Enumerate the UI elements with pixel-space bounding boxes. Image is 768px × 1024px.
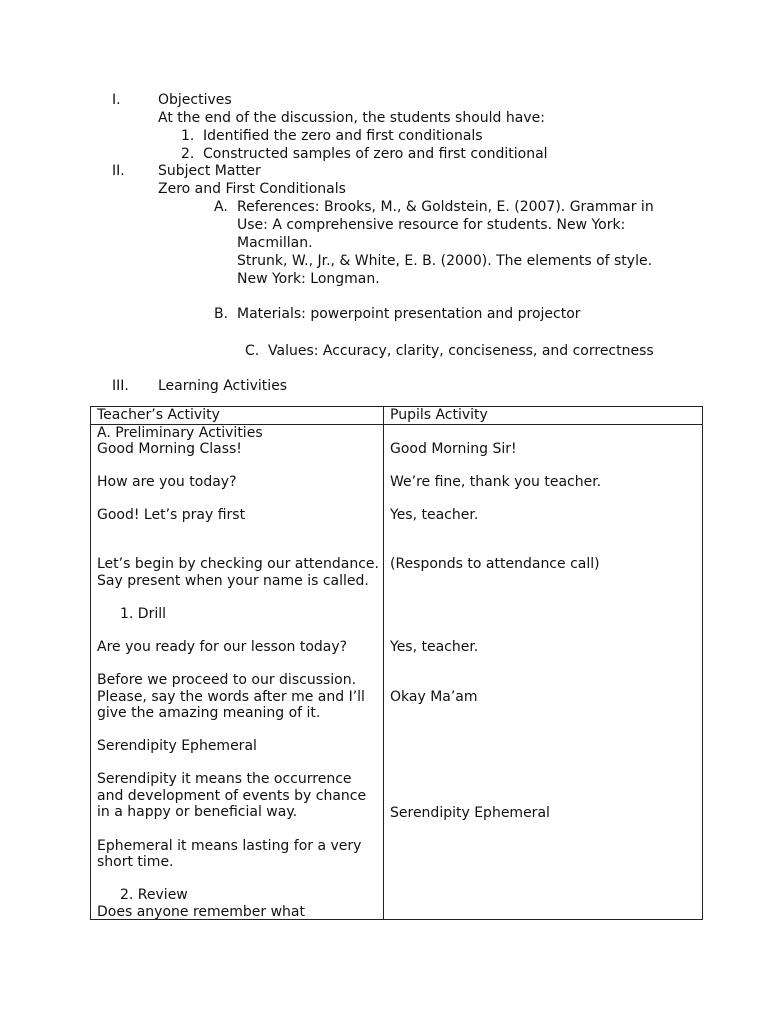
pupil-line: Yes, teacher. [390, 639, 479, 655]
values-label: C. [245, 343, 260, 359]
activities-table [90, 406, 703, 920]
materials-text: Materials: powerpoint presentation and projector [237, 306, 581, 322]
objective-number: 2. [181, 146, 195, 162]
table-column-divider [383, 407, 384, 919]
teacher-line: in a happy or beneficial way. [97, 804, 298, 820]
teacher-line: 1. Drill [120, 606, 167, 622]
subject-topic: Zero and First Conditionals [158, 181, 346, 197]
pupil-line: Good Morning Sir! [390, 441, 517, 457]
teacher-line: Before we proceed to our discussion. [97, 672, 357, 688]
teacher-activity-header: Teacher’s Activity [97, 407, 220, 423]
teacher-line: Please, say the words after me and I’ll [97, 689, 365, 705]
teacher-line: Serendipity it means the occurrence [97, 771, 352, 787]
reference-line: New York: Longman. [237, 271, 380, 287]
objective-text: Identified the zero and first conditionals [203, 128, 483, 144]
materials-label: B. [214, 306, 229, 322]
reference-line: Use: A comprehensive resource for students. New York: [237, 217, 626, 233]
reference-line: Macmillan. [237, 235, 313, 251]
teacher-line: Let’s begin by checking our attendance. [97, 556, 379, 572]
teacher-line: give the amazing meaning of it. [97, 705, 321, 721]
teacher-line: 2. Review [120, 887, 188, 903]
teacher-line: Ephemeral it means lasting for a very [97, 838, 362, 854]
objectives-intro: At the end of the discussion, the students should have: [158, 110, 545, 126]
section-number: III. [112, 378, 129, 394]
teacher-line: Good! Let’s pray first [97, 507, 246, 523]
objective-text: Constructed samples of zero and first conditional [203, 146, 548, 162]
values-text: Values: Accuracy, clarity, conciseness, and correctness [268, 343, 654, 359]
teacher-line: Does anyone remember what [97, 904, 305, 920]
pupil-line: Okay Ma’am [390, 689, 478, 705]
references-label: A. [214, 199, 228, 215]
section-title-learning-activities: Learning Activities [158, 378, 288, 394]
teacher-line: A. Preliminary Activities [97, 425, 263, 441]
teacher-line: short time. [97, 854, 174, 870]
section-title-objectives: Objectives [158, 92, 232, 108]
pupil-line: (Responds to attendance call) [390, 556, 600, 572]
pupils-activity-header: Pupils Activity [390, 407, 488, 423]
reference-line: References: Brooks, M., & Goldstein, E. (2007). Grammar in [237, 199, 654, 215]
section-number: II. [112, 163, 125, 179]
teacher-line: Good Morning Class! [97, 441, 242, 457]
pupil-line: We’re fine, thank you teacher. [390, 474, 602, 490]
reference-line: Strunk, W., Jr., & White, E. B. (2000). The elements of style. [237, 253, 653, 269]
pupil-line: Serendipity Ephemeral [390, 805, 550, 821]
pupil-line: Yes, teacher. [390, 507, 479, 523]
teacher-line: Serendipity Ephemeral [97, 738, 257, 754]
teacher-line: Are you ready for our lesson today? [97, 639, 348, 655]
objective-number: 1. [181, 128, 195, 144]
teacher-line: Say present when your name is called. [97, 573, 369, 589]
section-number: I. [112, 92, 121, 108]
section-title-subject-matter: Subject Matter [158, 163, 261, 179]
teacher-line: and development of events by chance [97, 788, 367, 804]
teacher-line: How are you today? [97, 474, 237, 490]
